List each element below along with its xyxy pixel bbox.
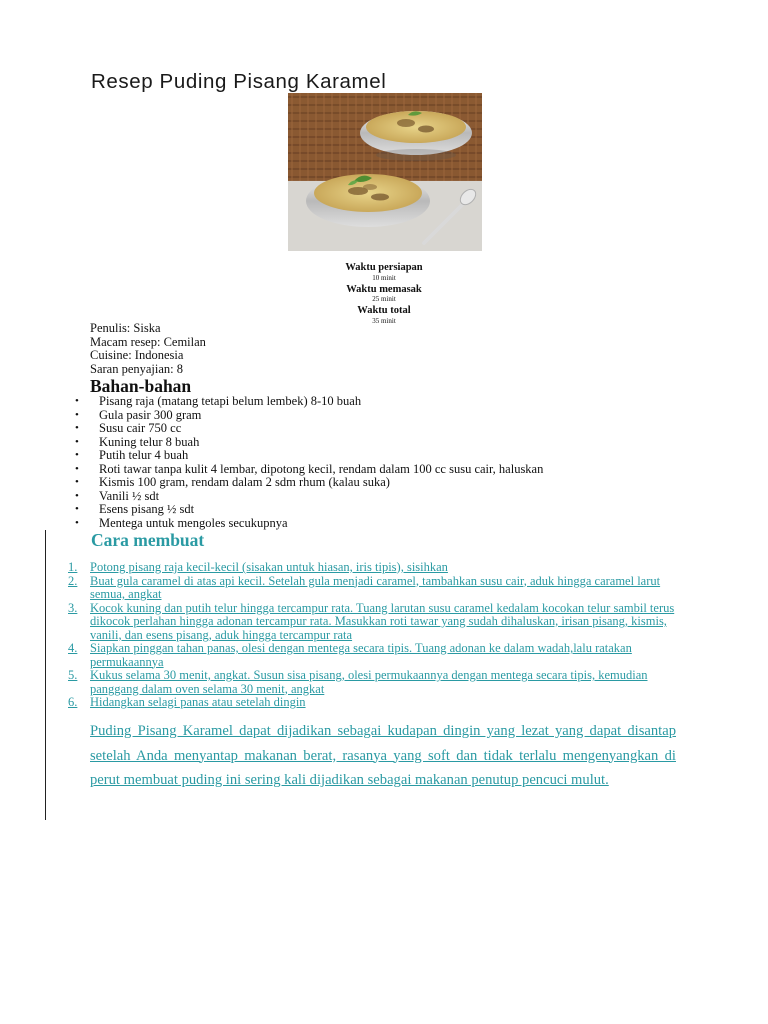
bullet-icon: • bbox=[75, 449, 79, 461]
step-item[interactable] bbox=[62, 575, 682, 602]
step-item[interactable] bbox=[62, 642, 682, 669]
bullet-icon: • bbox=[75, 422, 79, 434]
step-link[interactable]: Siapkan pinggan tahan panas, olesi dengan mentega secara tipis. Tuang adonan ke dalam wadah,lalu ratakan permukaannya bbox=[90, 641, 632, 669]
step-link[interactable]: Kukus selama 30 menit, angkat. Susun sisa pisang, olesi permukaannya dengan mentega secara tipis, kemudian panggang dalam oven selama 30 menit, angkat bbox=[90, 668, 648, 696]
ingredient-text: Kismis 100 gram, rendam dalam 2 sdm rhum (kalau suka) bbox=[99, 475, 390, 489]
ingredients-list bbox=[62, 395, 543, 530]
ingredient-text: Putih telur 4 buah bbox=[99, 448, 189, 462]
step-link[interactable]: Potong pisang raja kecil-kecil (sisakan untuk hiasan, iris tipis), sisihkan bbox=[90, 560, 448, 574]
bullet-icon: • bbox=[75, 435, 79, 448]
bullet-icon: • bbox=[75, 395, 79, 407]
ingredient-text: Pisang raja (matang tetapi belum lembek) 8-10 buah bbox=[99, 394, 362, 408]
cuisine: Cuisine: Indonesia bbox=[90, 348, 184, 363]
bullet-icon: • bbox=[75, 489, 79, 502]
list-item bbox=[62, 395, 543, 409]
ingredient-text: Kuning telur 8 buah bbox=[99, 434, 200, 449]
list-item bbox=[62, 463, 543, 477]
step-item[interactable] bbox=[62, 669, 682, 696]
step-number: 1. bbox=[68, 560, 78, 574]
ingredient-text: Roti tawar tanpa kulit 4 lembar, dipotong kecil, rendam dalam 100 cc susu cair, haluskan bbox=[99, 461, 544, 476]
pudding-bowl-photo bbox=[288, 93, 482, 251]
margin-rule bbox=[45, 530, 46, 820]
total-time-label: Waktu total bbox=[357, 305, 411, 316]
ingredient-text: Susu cair 750 cc bbox=[99, 421, 182, 435]
list-item bbox=[62, 503, 543, 517]
bullet-icon: • bbox=[75, 503, 79, 515]
step-number: 5. bbox=[68, 668, 78, 682]
recipe-type: Macam resep: Cemilan bbox=[90, 334, 206, 349]
author: Penulis: Siska bbox=[90, 321, 161, 335]
step-number: 3. bbox=[68, 600, 78, 615]
steps-list bbox=[62, 561, 682, 710]
method-heading[interactable]: Cara membuat bbox=[91, 530, 205, 550]
cook-time-label: Waktu memasak bbox=[346, 283, 422, 295]
step-item[interactable] bbox=[62, 561, 682, 575]
step-number: 4. bbox=[68, 641, 78, 655]
list-item bbox=[62, 490, 543, 504]
list-item bbox=[62, 517, 543, 531]
list-item bbox=[62, 409, 543, 423]
ingredient-text: Vanili ½ sdt bbox=[99, 488, 160, 503]
list-item bbox=[62, 476, 543, 490]
closing-paragraph[interactable]: Puding Pisang Karamel dapat dijadikan sebagai kudapan dingin yang lezat yang dapat disantap setelah Anda menyantap makanan berat, rasanya yang soft dan tidak terlalu mengenyangkan di perut membuat puding ini sering kali dijadikan sebagai makanan penutup pencuci mulut. bbox=[90, 723, 676, 788]
list-item bbox=[62, 436, 543, 450]
step-link[interactable]: Buat gula caramel di atas api kecil. Setelah gula menjadi caramel, tambahkan susu cair, aduk hingga caramel larut semua, angkat bbox=[90, 573, 661, 601]
step-link[interactable]: Hidangkan selagi panas atau setelah dingin bbox=[90, 695, 306, 709]
recipe-meta bbox=[90, 322, 206, 376]
step-number: 6. bbox=[68, 695, 78, 709]
prep-time-label: Waktu persiapan bbox=[345, 262, 423, 273]
bullet-icon: • bbox=[75, 408, 79, 421]
list-item bbox=[62, 449, 543, 463]
bullet-icon: • bbox=[75, 476, 79, 488]
step-number: 2. bbox=[68, 573, 78, 588]
servings: Saran penyajian: 8 bbox=[90, 361, 184, 376]
page-title: Resep Puding Pisang Karamel bbox=[91, 70, 387, 93]
list-item bbox=[62, 422, 543, 436]
prep-time-value: 10 minit bbox=[372, 273, 396, 282]
total-time-value: 35 minit bbox=[372, 316, 396, 325]
ingredient-text: Esens pisang ½ sdt bbox=[99, 502, 195, 516]
ingredients-heading: Bahan-bahan bbox=[90, 376, 192, 396]
timing-block bbox=[284, 261, 484, 328]
step-item[interactable] bbox=[62, 602, 682, 643]
cook-time-value: 25 minit bbox=[372, 295, 396, 303]
step-link[interactable]: Kocok kuning dan putih telur hingga tercampur rata. Tuang larutan susu caramel kedalam kocokan telur sambil terus dikocok perlahan hingga adonan tercampur rata. Masukkan roti tawar yang sudah dihaluskan, irisan pisang, kismis, vanili, dan esens pisang, aduk hingga tercampur rata bbox=[90, 600, 675, 642]
bullet-icon: • bbox=[75, 462, 79, 475]
ingredient-text: Mentega untuk mengoles secukupnya bbox=[99, 515, 288, 530]
step-item[interactable] bbox=[62, 696, 682, 710]
ingredient-text: Gula pasir 300 gram bbox=[99, 407, 202, 422]
bullet-icon: • bbox=[75, 516, 79, 529]
